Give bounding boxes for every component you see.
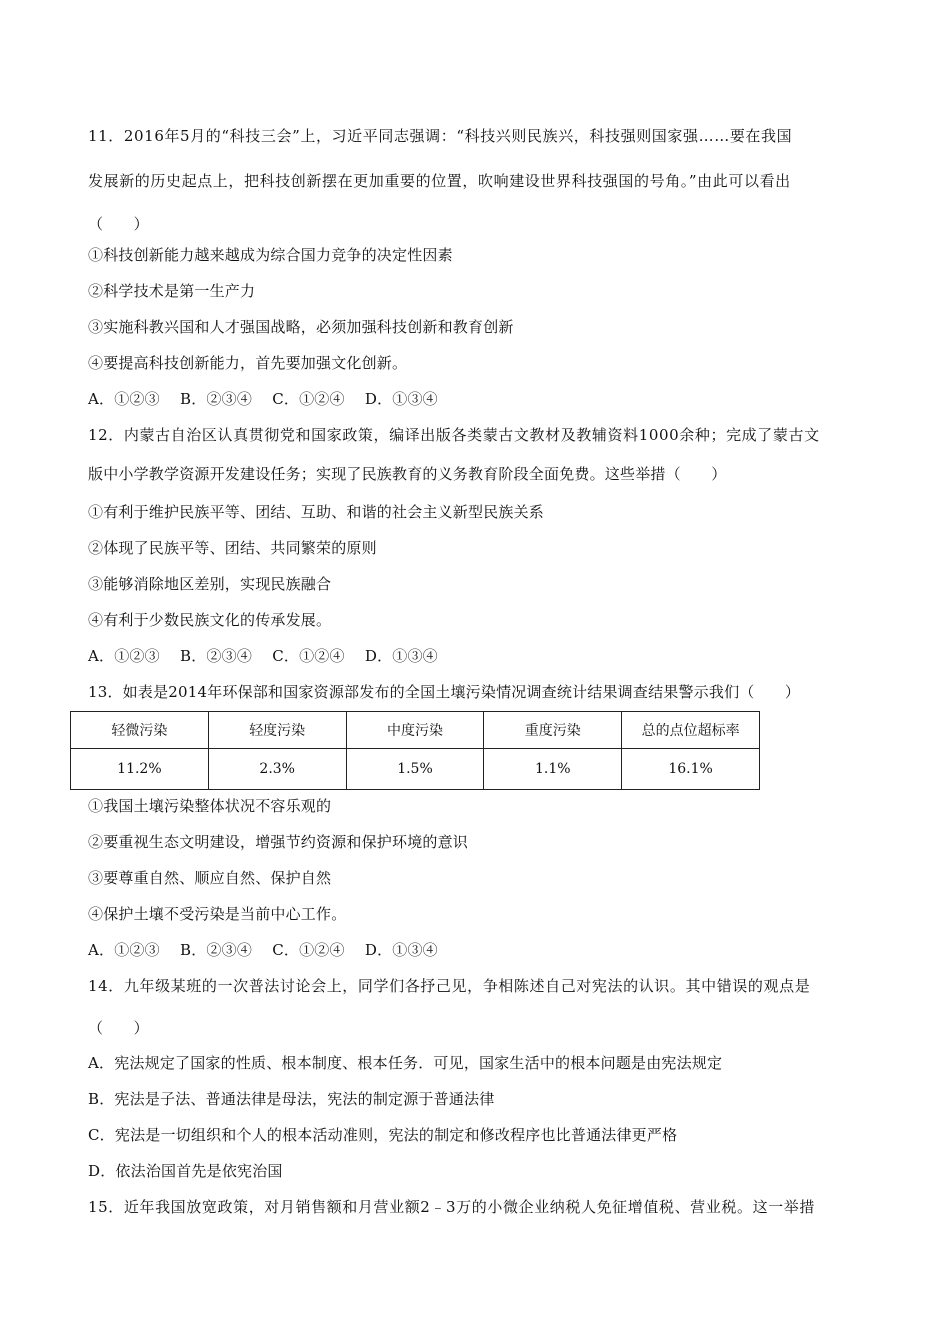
table-header-row bbox=[71, 712, 760, 749]
q14-option-d: D．依法治国首先是依宪治国 bbox=[88, 1162, 283, 1180]
q14-option-a: A．宪法规定了国家的性质、根本制度、根本任务．可见，国家生活中的根本问题是由宪法规定 bbox=[88, 1054, 723, 1072]
q11-stem-line-2: 发展新的历史起点上，把科技创新摆在更加重要的位置，吹响建设世界科技强国的号角。”由此可以看出 bbox=[88, 172, 791, 190]
q12-option-3: ③能够消除地区差别，实现民族融合 bbox=[88, 575, 332, 593]
table-header-cell: 轻微污染 bbox=[71, 712, 209, 749]
pollution-table bbox=[70, 711, 760, 790]
q12-option-2: ②体现了民族平等、团结、共同繁荣的原则 bbox=[88, 539, 377, 557]
q12-option-4: ④有利于少数民族文化的传承发展。 bbox=[88, 611, 332, 629]
q13-stem-line-1: 13．如表是2014年环保部和国家资源部发布的全国土壤污染情况调查统计结果调查结果警示我们（ ） bbox=[88, 683, 801, 701]
table-row bbox=[71, 749, 760, 790]
q12-option-1: ①有利于维护民族平等、团结、互助、和谐的社会主义新型民族关系 bbox=[88, 503, 545, 521]
q12-choices: A．①②③ B．②③④ C．①②④ D．①③④ bbox=[88, 647, 438, 665]
table-header-cell: 轻度污染 bbox=[208, 712, 346, 749]
q11-option-3: ③实施科教兴国和人才强国战略，必须加强科技创新和教育创新 bbox=[88, 318, 514, 336]
q11-stem-line-1: 11．2016年5月的“科技三会”上，习近平同志强调：“科技兴则民族兴，科技强则国家强……要在我国 bbox=[88, 127, 793, 145]
q11-option-2: ②科学技术是第一生产力 bbox=[88, 282, 256, 300]
q13-option-1: ①我国土壤污染整体状况不容乐观的 bbox=[88, 797, 332, 815]
table-cell: 11.2% bbox=[71, 749, 209, 790]
table-cell: 1.5% bbox=[346, 749, 484, 790]
q14-option-b: B．宪法是子法、普通法律是母法，宪法的制定源于普通法律 bbox=[88, 1090, 495, 1108]
q13-option-3: ③要尊重自然、顺应自然、保护自然 bbox=[88, 869, 332, 887]
q12-stem-line-1: 12．内蒙古自治区认真贯彻党和国家政策，编译出版各类蒙古文教材及教辅资料1000余种；完成了蒙古文 bbox=[88, 426, 820, 444]
table-header-cell: 总的点位超标率 bbox=[622, 712, 760, 749]
q11-option-1: ①科技创新能力越来越成为综合国力竞争的决定性因素 bbox=[88, 246, 453, 264]
table-cell: 2.3% bbox=[208, 749, 346, 790]
table-header-cell: 中度污染 bbox=[346, 712, 484, 749]
q14-answer-bracket: （ ） bbox=[88, 1019, 149, 1037]
q12-stem-line-2: 版中小学教学资源开发建设任务；实现了民族教育的义务教育阶段全面免费。这些举措（ ） bbox=[88, 465, 727, 483]
table-cell: 1.1% bbox=[484, 749, 622, 790]
table-header-cell: 重度污染 bbox=[484, 712, 622, 749]
q14-stem-line-1: 14．九年级某班的一次普法讨论会上，同学们各抒己见，争相陈述自己对宪法的认识。其中错误的观点是 bbox=[88, 977, 811, 995]
q11-choices: A．①②③ B．②③④ C．①②④ D．①③④ bbox=[88, 390, 438, 408]
q13-option-2: ②要重视生态文明建设，增强节约资源和保护环境的意识 bbox=[88, 833, 469, 851]
q14-option-c: C．宪法是一切组织和个人的根本活动准则，宪法的制定和修改程序也比普通法律更严格 bbox=[88, 1126, 678, 1144]
q15-stem-line-1: 15．近年我国放宽政策，对月销售额和月营业额2﹣3万的小微企业纳税人免征增值税、营业税。这一举措 bbox=[88, 1198, 815, 1216]
q11-option-4: ④要提高科技创新能力，首先要加强文化创新。 bbox=[88, 354, 408, 372]
q13-option-4: ④保护土壤不受污染是当前中心工作。 bbox=[88, 905, 347, 923]
q11-answer-bracket: （ ） bbox=[88, 215, 149, 233]
q13-choices: A．①②③ B．②③④ C．①②④ D．①③④ bbox=[88, 941, 438, 959]
table-cell: 16.1% bbox=[622, 749, 760, 790]
